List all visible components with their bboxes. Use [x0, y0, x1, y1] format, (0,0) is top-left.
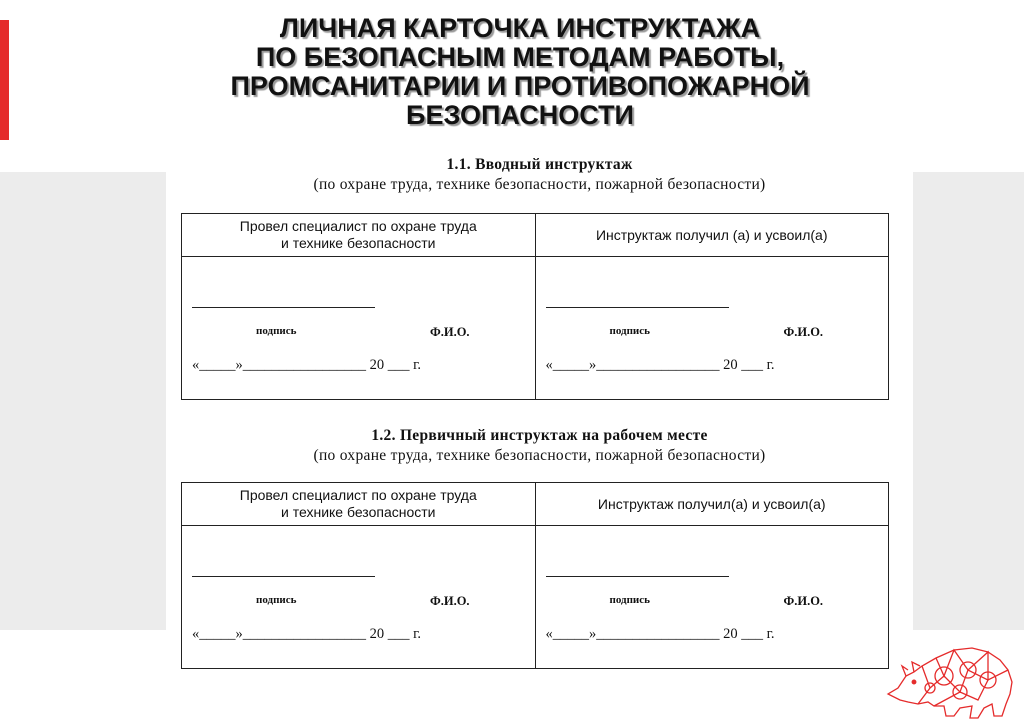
section-2-title: 1.2. Первичный инструктаж на рабочем месте — [371, 427, 708, 444]
fio-label: Ф.И.О. — [430, 594, 470, 608]
title-line-3: ПРОМСАНИТАРИИ И ПРОТИВОПОЖАРНОЙ — [230, 71, 810, 101]
section-1-right-signature-cell — [535, 257, 889, 400]
section-1-left-header — [182, 214, 536, 257]
fio-label: Ф.И.О. — [783, 325, 824, 339]
section-2-right-header-text: Инструктаж получил(а) и усвоил(а) — [597, 495, 826, 512]
signature-line — [192, 307, 375, 308]
section-2-left-header-line2: и технике безопасности — [281, 504, 436, 520]
title-line-2: ПО БЕЗОПАСНЫМ МЕТОДАМ РАБОТЫ, — [255, 42, 785, 72]
section-2-left-signature-cell — [182, 526, 536, 669]
date-field: «_____»_________________ 20 ___ г. — [192, 357, 422, 373]
section-1-title: 1.1. Вводный инструктаж — [446, 156, 633, 173]
section-1-left-header-line2: и технике безопасности — [281, 235, 436, 251]
left-side-panel — [0, 172, 166, 630]
section-1-table — [181, 213, 889, 400]
date-field: «_____»_________________ 20 ___ г. — [192, 626, 422, 642]
signature-line — [546, 307, 729, 308]
section-2-right-header — [535, 483, 889, 526]
accent-bar — [0, 20, 9, 140]
section-1-subtitle: (по охране труда, технике безопасности, пожарной безопасности) — [313, 176, 766, 193]
signature-line — [546, 576, 729, 577]
date-field: «_____»_________________ 20 ___ г. — [545, 357, 775, 373]
signature-label: подпись — [256, 325, 297, 337]
section-2-left-header-line1: Провел специалист по охране труда — [239, 487, 477, 503]
title-line-1: ЛИЧНАЯ КАРТОЧКА ИНСТРУКТАЖА — [279, 13, 761, 43]
section-2-left-header — [182, 483, 536, 526]
section-1-heading — [166, 155, 913, 195]
title-line-4: БЕЗОПАСНОСТИ — [406, 100, 634, 130]
section-1-right-header — [535, 214, 889, 257]
section-1-left-header-line1: Провел специалист по охране труда — [239, 218, 477, 234]
slide-title — [120, 14, 920, 130]
section-2-heading — [166, 426, 913, 466]
signature-line — [192, 576, 375, 577]
section-1-left-signature-cell — [182, 257, 536, 400]
fio-label: Ф.И.О. — [783, 594, 824, 608]
section-2-table — [181, 482, 889, 669]
signature-label: подпись — [609, 325, 650, 337]
signature-label: подпись — [609, 594, 650, 606]
signature-label: подпись — [256, 594, 297, 606]
section-1-right-header-text: Инструктаж получил (а) и усвоил(а) — [595, 226, 828, 243]
fio-label: Ф.И.О. — [430, 325, 470, 339]
rhino-ornament-icon — [884, 636, 1020, 720]
document-scan — [166, 150, 913, 723]
section-2-right-signature-cell — [535, 526, 889, 669]
section-2-subtitle: (по охране труда, технике безопасности, пожарной безопасности) — [313, 447, 766, 464]
right-side-panel — [913, 172, 1024, 630]
date-field: «_____»_________________ 20 ___ г. — [545, 626, 775, 642]
